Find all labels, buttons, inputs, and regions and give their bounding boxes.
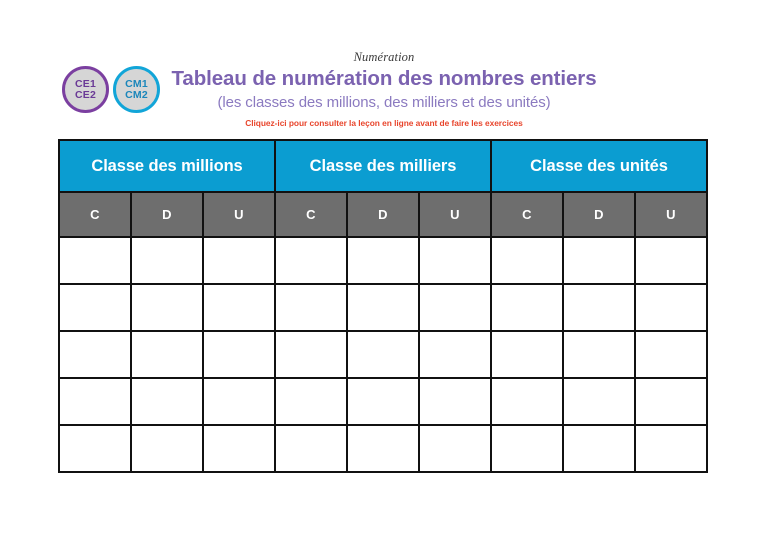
answer-cell[interactable] — [491, 331, 563, 378]
answer-cell[interactable] — [275, 284, 347, 331]
class-header-milliers: Classe des milliers — [275, 140, 491, 192]
numeration-table — [58, 139, 708, 473]
answer-cell[interactable] — [635, 331, 707, 378]
table-row — [59, 331, 707, 378]
answer-cell[interactable] — [59, 425, 131, 472]
answer-cell[interactable] — [59, 284, 131, 331]
answer-cell[interactable] — [347, 284, 419, 331]
subject-label: Numération — [353, 50, 415, 64]
answer-cell[interactable] — [203, 425, 275, 472]
answer-cell[interactable] — [131, 378, 203, 425]
answer-cell[interactable] — [419, 237, 491, 284]
answer-cell[interactable] — [275, 378, 347, 425]
answer-cell[interactable] — [491, 378, 563, 425]
class-header-millions: Classe des millions — [59, 140, 275, 192]
unit-header-u-millions: U — [203, 192, 275, 237]
answer-cell[interactable] — [563, 425, 635, 472]
badge-ce-line2: CE2 — [74, 88, 97, 101]
answer-cell[interactable] — [563, 284, 635, 331]
unit-header-c-millions: C — [59, 192, 131, 237]
table-row — [59, 425, 707, 472]
lesson-link[interactable]: Cliquez-ici pour consulter la leçon en ligne avant de faire les exercices — [245, 118, 523, 128]
badge-cm-line1: CM1 — [125, 77, 148, 90]
badge-cm-line2: CM2 — [125, 88, 148, 101]
answer-cell[interactable] — [635, 378, 707, 425]
page-subtitle: (les classes des millions, des milliers et des unités) — [217, 94, 551, 111]
badge-ce-line1: CE1 — [74, 77, 97, 90]
answer-cell[interactable] — [347, 378, 419, 425]
unit-header-d-millions: D — [131, 192, 203, 237]
answer-cell[interactable] — [59, 331, 131, 378]
class-header-row — [59, 140, 707, 192]
answer-cell[interactable] — [275, 237, 347, 284]
table-body — [59, 140, 707, 472]
unit-header-d-milliers: D — [347, 192, 419, 237]
answer-cell[interactable] — [131, 284, 203, 331]
answer-cell[interactable] — [563, 331, 635, 378]
answer-cell[interactable] — [347, 425, 419, 472]
answer-cell[interactable] — [563, 237, 635, 284]
answer-cell[interactable] — [131, 425, 203, 472]
unit-header-row — [59, 192, 707, 237]
unit-header-d-unites: D — [563, 192, 635, 237]
answer-cell[interactable] — [275, 425, 347, 472]
answer-cell[interactable] — [59, 378, 131, 425]
answer-cell[interactable] — [419, 378, 491, 425]
answer-cell[interactable] — [203, 331, 275, 378]
class-header-unites: Classe des unités — [491, 140, 707, 192]
answer-cell[interactable] — [131, 331, 203, 378]
answer-cell[interactable] — [635, 425, 707, 472]
unit-header-c-unites: C — [491, 192, 563, 237]
unit-header-u-milliers: U — [419, 192, 491, 237]
answer-cell[interactable] — [347, 237, 419, 284]
answer-cell[interactable] — [347, 331, 419, 378]
answer-cell[interactable] — [491, 425, 563, 472]
answer-cell[interactable] — [419, 284, 491, 331]
numeration-table-wrap — [58, 139, 708, 473]
page-title: Tableau de numération des nombres entiers — [171, 67, 597, 90]
answer-cell[interactable] — [59, 237, 131, 284]
answer-cell[interactable] — [419, 331, 491, 378]
answer-cell[interactable] — [563, 378, 635, 425]
answer-cell[interactable] — [635, 237, 707, 284]
answer-cell[interactable] — [203, 284, 275, 331]
answer-cell[interactable] — [419, 425, 491, 472]
unit-header-u-unites: U — [635, 192, 707, 237]
answer-cell[interactable] — [491, 284, 563, 331]
title-block — [0, 50, 768, 128]
answer-cell[interactable] — [491, 237, 563, 284]
answer-cell[interactable] — [203, 237, 275, 284]
answer-cell[interactable] — [275, 331, 347, 378]
header — [0, 0, 768, 136]
table-row — [59, 378, 707, 425]
answer-cell[interactable] — [203, 378, 275, 425]
unit-header-c-milliers: C — [275, 192, 347, 237]
answer-cell[interactable] — [131, 237, 203, 284]
table-row — [59, 237, 707, 284]
table-row — [59, 284, 707, 331]
answer-cell[interactable] — [635, 284, 707, 331]
